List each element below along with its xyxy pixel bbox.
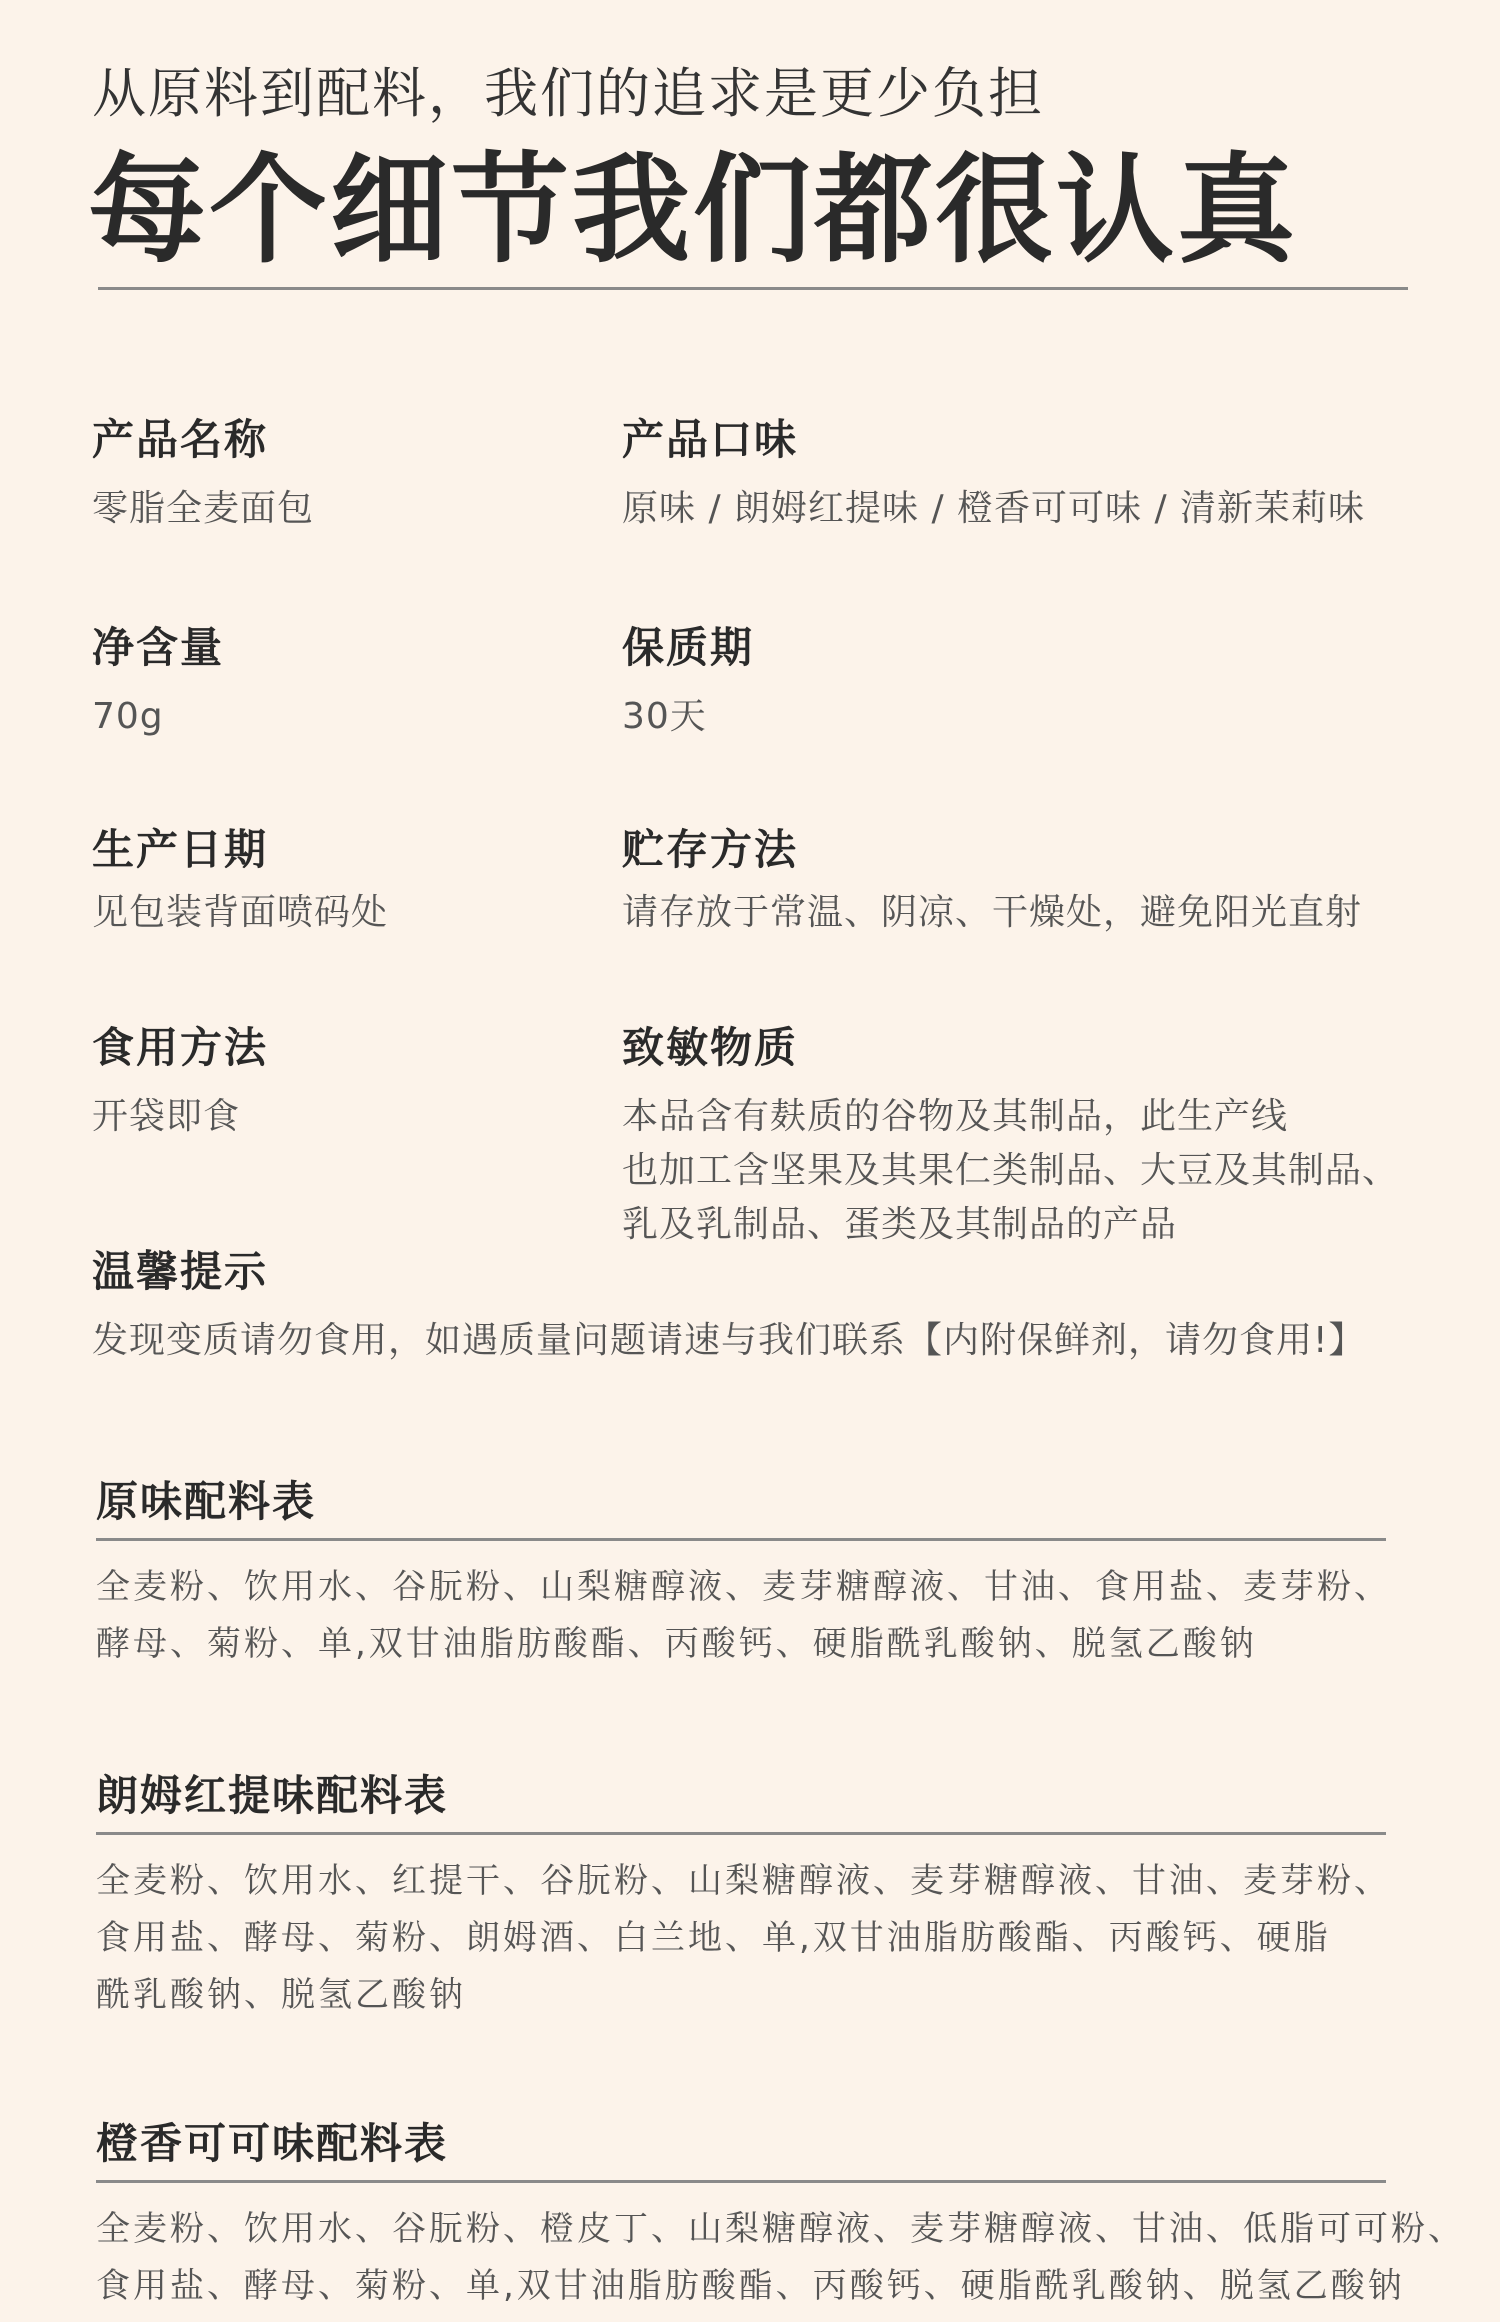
field-label: 产品名称 [92,415,269,464]
field-usage [92,1020,268,1144]
section-divider [96,2180,1386,2183]
section-title: 朗姆红提味配料表 [96,1771,449,1820]
field-label: 食用方法 [92,1023,269,1072]
field-label: 产品口味 [622,415,799,464]
field-product-flavor [622,412,1365,536]
page-subtitle: 从原料到配料，我们的追求是更少负担 [92,62,1044,125]
field-storage [622,822,1362,940]
allergen-line: 也加工含坚果及其果仁类制品、大豆及其制品、 [622,1150,1400,1191]
section-body [96,1853,1391,2024]
field-value [622,1090,1399,1252]
section-title: 原味配料表 [96,1477,317,1526]
section-body [96,2201,1465,2315]
ingredients-original [96,1474,1391,1673]
field-shelf-life [622,620,754,744]
field-label: 生产日期 [92,825,269,874]
ingredient-line: 食用盐、酵母、菊粉、朗姆酒、白兰地、单,双甘油脂肪酸酯、丙酸钙、硬脂 [96,1918,1331,1958]
allergen-line: 本品含有麸质的谷物及其制品，此生产线 [622,1096,1289,1137]
ingredient-line: 全麦粉、饮用水、谷朊粉、橙皮丁、山梨糖醇液、麦芽糖醇液、甘油、低脂可可粉、 [96,2209,1465,2249]
field-product-name [92,412,314,536]
section-title: 橙香可可味配料表 [96,2119,449,2168]
field-net-content [92,620,224,744]
field-value: 30天 [622,696,707,737]
field-value: 见包装背面喷码处 [92,892,389,933]
field-production-date [92,822,388,940]
ingredients-rum-raisin [96,1768,1391,2024]
ingredient-line: 食用盐、酵母、菊粉、单,双甘油脂肪酸酯、丙酸钙、硬脂酰乳酸钠、脱氢乙酸钠 [96,2266,1405,2306]
ingredient-line: 全麦粉、饮用水、红提干、谷朊粉、山梨糖醇液、麦芽糖醇液、甘油、麦芽粉、 [96,1861,1391,1901]
section-divider [96,1832,1386,1835]
field-value: 70g [92,696,164,737]
field-value: 零脂全麦面包 [92,488,315,529]
field-allergens [622,1020,1399,1252]
field-value: 开袋即食 [92,1096,241,1137]
field-label: 致敏物质 [622,1023,799,1072]
field-label: 贮存方法 [622,825,799,874]
section-divider [96,1538,1386,1541]
allergen-line: 乳及乳制品、蛋类及其制品的产品 [622,1204,1178,1245]
field-label: 温馨提示 [92,1247,269,1296]
ingredients-orange-cocoa [96,2116,1465,2315]
page-title: 每个细节我们都很认真 [88,141,1299,279]
ingredient-line: 酵母、菊粉、单,双甘油脂肪酸酯、丙酸钙、硬脂酰乳酸钠、脱氢乙酸钠 [96,1624,1257,1664]
ingredient-line: 全麦粉、饮用水、谷朊粉、山梨糖醇液、麦芽糖醇液、甘油、食用盐、麦芽粉、 [96,1567,1391,1607]
field-value: 发现变质请勿食用，如遇质量问题请速与我们联系【内附保鲜剂，请勿食用!】 [92,1320,1366,1361]
ingredient-line: 酰乳酸钠、脱氢乙酸钠 [96,1975,466,2015]
field-value: 原味 / 朗姆红提味 / 橙香可可味 / 清新茉莉味 [622,488,1366,529]
section-body [96,1559,1391,1673]
field-label: 净含量 [92,623,225,672]
title-divider [98,287,1408,290]
field-value: 请存放于常温、阴凉、干燥处，避免阳光直射 [622,892,1363,933]
field-tips [92,1244,1365,1368]
field-label: 保质期 [622,623,755,672]
